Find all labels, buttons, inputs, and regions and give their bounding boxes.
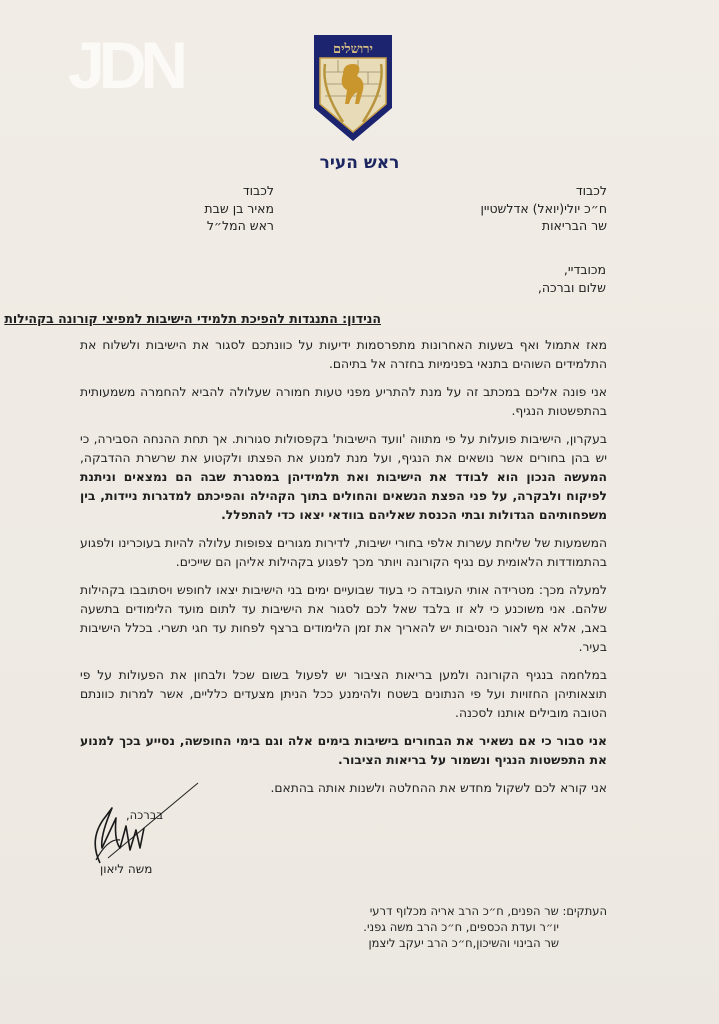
cc-line: יו״ר ועדת הכספים, ח״כ הרב משה גפני. [363, 920, 559, 934]
cc-label: העתקים: [562, 904, 607, 918]
mayor-title: ראש העיר [319, 153, 400, 173]
greeting-line: מכובדיי, [563, 262, 606, 277]
letter-body [80, 336, 607, 807]
paragraph: אני קורא לכם לשקול מחדש את ההחלטה ולשנות אותה בהתאם. [270, 781, 607, 795]
paragraph: בעקרון, הישיבות פועלות על פי מתווה 'וועד הישיבות' בקפסולות סגורות. אך תחת ההנחה הסבירה, כי יש בהן בחורים אשר נושאים את הנגיף, ועל מנת למנוע את הפצתו ולקטוע את שרשרת ההדבקה, המעשה הנכון הוא לבודד את הישיבות ואת תלמידיהן במסגרת שבה הם נמצאים וניתנת לפיקוח ולבקרה, על פני הפצת הנשאים והחולים בתוך הקהילה והפיכתם למדגרות ניידות, בין משפחותיהם הגדולות ובתי הכנסת שאליהם בוודאי יצאו כדי להתפלל. [80, 432, 607, 522]
cc-line: העתקים: שר הפנים, ח״כ הרב אריה מכלוף דרעי [369, 904, 607, 918]
subject-line: הנידון: התנגדות להפיכת תלמידי הישיבות למפיצי קורונה בקהילות [4, 311, 381, 326]
recipient-line: ח״כ יולי(יואל) אדלשטיין [480, 200, 607, 216]
greeting [538, 261, 606, 296]
recipient-line: מאיר בן שבת [204, 200, 274, 216]
recipient-line: לכבוד [575, 183, 607, 198]
cc-line: שר הבינוי והשיכון,ח״כ הרב יעקב ליצמן [368, 936, 559, 950]
paragraph: אני פונה אליכם במכתב זה על מנת להתריע מפני טעות חמורה שעלולה להביא להחמרה משמעותית בהתפשטות הנגיף. [80, 385, 607, 418]
paragraph: המשמעות של שליחת עשרות אלפי בחורי ישיבות, לדירות מגורים צפופות עלולה להיות בעוכרינו ולפגוע בהתמודדות הלאומית עם נגיף הקורונה ויותר מכך לפגוע בקהילות אליהן הם שייכים. [80, 536, 607, 569]
recipient-health-minister [480, 182, 607, 235]
svg-text:ירושלים: ירושלים [333, 42, 373, 57]
emphasis: המעשה הנכון הוא לבודד את הישיבות ואת תלמידיהן במסגרת שבה הם נמצאים וניתנת לפיקוח ולבקרה, על פני הפצת הנשאים והחולים בתוך הקהילה והפיכתם למדגרות ניידות, בין משפחותיהם הגדולות ובתי הכנסת שאליהם בוודאי יצאו כדי להתפלל. [80, 470, 607, 522]
paragraph [80, 732, 607, 770]
emphasis: אני סבור כי אם נשאיר את הבחורים בישיבות בימים אלה וגם בימי החופשה, נסייע בכך למנוע את התפשטות הנגיף ונשמור על בריאות הציבור. [80, 734, 607, 767]
paragraph: במלחמה בנגיף הקורונה ולמען בריאות הציבור יש לפעול בשום שכל ולבחון את הפעולות על פי תוצאותיהן החזויות ועל פי הנתונים בשטח ולהימנע ככל הניתן מצעדים כלליים, אשר למרות כוונתם הטובה מובילים אותנו לסכנה. [80, 668, 607, 720]
cc-list [363, 903, 607, 951]
paragraph: למעלה מכך: מטרידה אותי העובדה כי בעוד שבועיים ימים בני הישיבות יצאו לחופש ויסתובבו בקהילות שלהם. אני משוכנע כי לא זו בלבד שאל לכם לסגור את הישיבות עד לתום מועד הלימודים בתשעה באב, אלא אף לאור הנסיבות יש להאריך את זמן הלימודים ברצף לפחות עד חגי תשרי. בכלל הישיבות בעיר. [80, 583, 607, 654]
recipient-line: ראש המל״ל [206, 218, 274, 233]
jerusalem-emblem-icon [313, 34, 393, 142]
recipient-nsc-head [204, 182, 274, 235]
jdn-watermark-logo: JDN [68, 28, 183, 102]
recipient-line: שר הבריאות [541, 218, 607, 233]
closing: בברכה, [126, 808, 164, 822]
signer-name: משה ליאון [100, 862, 153, 876]
recipient-line: לכבוד [242, 183, 274, 198]
signature-block [78, 778, 218, 888]
paragraph: מאז אתמול ואף בשעות האחרונות מתפרסמות ידיעות על כוונתכם לסגור את הישיבות ולשלוח את התלמידים השוהים בתנאי בפנימיות בחזרה אל בתיהם. [80, 338, 607, 371]
greeting-line: שלום וברכה, [537, 279, 606, 295]
